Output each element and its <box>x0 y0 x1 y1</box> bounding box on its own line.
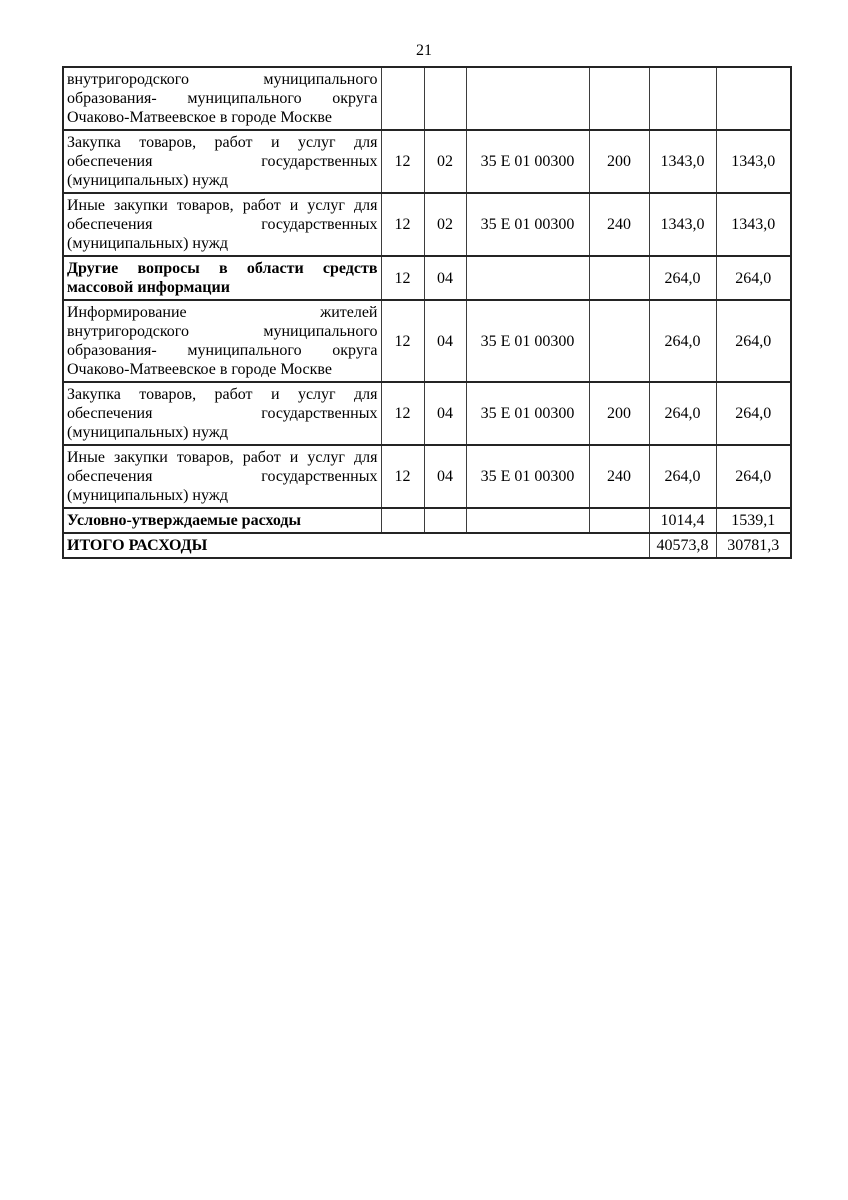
expense-name-line: обеспечения государственных <box>67 405 378 422</box>
amount-year1-cell: 1343,0 <box>649 193 716 256</box>
expense-name-cell <box>63 130 381 193</box>
podrazdel-cell: 04 <box>424 256 466 300</box>
expense-name-line: Иные закупки товаров, работ и услуг для <box>67 197 378 214</box>
podrazdel-cell: 02 <box>424 130 466 193</box>
amount-year2-cell: 264,0 <box>716 256 791 300</box>
table-row <box>63 508 791 533</box>
expense-name-line: Закупка товаров, работ и услуг для <box>67 386 378 403</box>
target-article-cell <box>466 67 589 130</box>
razdel-cell: 12 <box>381 193 424 256</box>
table-row <box>63 67 791 130</box>
expense-name-line: Очаково-Матвеевское в городе Москве <box>67 361 332 378</box>
expense-type-cell: 200 <box>589 130 649 193</box>
table-row <box>63 382 791 445</box>
expense-name-line: Очаково-Матвеевское в городе Москве <box>67 109 332 126</box>
razdel-cell: 12 <box>381 256 424 300</box>
amount-year1-cell: 1343,0 <box>649 130 716 193</box>
amount-year2-cell: 264,0 <box>716 445 791 508</box>
expense-name-line: (муниципальных) нужд <box>67 487 228 504</box>
amount-year2-cell: 1343,0 <box>716 193 791 256</box>
expense-name-cell <box>63 445 381 508</box>
amount-year1-cell: 264,0 <box>649 445 716 508</box>
podrazdel-cell <box>424 67 466 130</box>
amount-year2-cell <box>716 67 791 130</box>
expense-name-cell <box>63 533 649 558</box>
expense-type-cell: 200 <box>589 382 649 445</box>
expense-name-line: (муниципальных) нужд <box>67 235 228 252</box>
amount-year2-cell: 264,0 <box>716 300 791 382</box>
expense-name-line: массовой информации <box>67 279 230 296</box>
target-article-cell: 35 Е 01 00300 <box>466 193 589 256</box>
expense-type-cell <box>589 67 649 130</box>
target-article-cell: 35 Е 01 00300 <box>466 445 589 508</box>
podrazdel-cell: 04 <box>424 445 466 508</box>
expense-name-line: обеспечения государственных <box>67 468 378 485</box>
expense-name-line: обеспечения государственных <box>67 153 378 170</box>
amount-year1-cell: 1014,4 <box>649 508 716 533</box>
table-row <box>63 130 791 193</box>
razdel-cell: 12 <box>381 445 424 508</box>
amount-year1-cell: 264,0 <box>649 256 716 300</box>
podrazdel-cell: 02 <box>424 193 466 256</box>
amount-year1-cell: 264,0 <box>649 300 716 382</box>
podrazdel-cell: 04 <box>424 300 466 382</box>
amount-year1-cell: 264,0 <box>649 382 716 445</box>
table-row <box>63 445 791 508</box>
amount-year2-cell: 30781,3 <box>716 533 791 558</box>
target-article-cell <box>466 508 589 533</box>
razdel-cell: 12 <box>381 130 424 193</box>
expense-type-cell: 240 <box>589 445 649 508</box>
amount-year2-cell: 264,0 <box>716 382 791 445</box>
expense-name-line: ИТОГО РАСХОДЫ <box>67 537 208 554</box>
expense-name-cell <box>63 256 381 300</box>
target-article-cell: 35 Е 01 00300 <box>466 130 589 193</box>
expense-name-line: образования- муниципального округа <box>67 342 378 359</box>
amount-year2-cell: 1343,0 <box>716 130 791 193</box>
expense-name-line: образования- муниципального округа <box>67 90 378 107</box>
razdel-cell <box>381 67 424 130</box>
table-row <box>63 533 791 558</box>
expense-name-line: внутригородского муниципального <box>67 323 378 340</box>
expense-name-cell <box>63 382 381 445</box>
target-article-cell <box>466 256 589 300</box>
expense-name-cell <box>63 193 381 256</box>
expense-name-line: Условно-утверждаемые расходы <box>67 512 301 529</box>
amount-year1-cell: 40573,8 <box>649 533 716 558</box>
expense-type-cell: 240 <box>589 193 649 256</box>
expense-name-line: (муниципальных) нужд <box>67 424 228 441</box>
podrazdel-cell <box>424 508 466 533</box>
budget-table-body <box>63 67 791 558</box>
page-number: 21 <box>416 42 432 59</box>
expense-type-cell <box>589 508 649 533</box>
razdel-cell <box>381 508 424 533</box>
expense-type-cell <box>589 300 649 382</box>
amount-year1-cell <box>649 67 716 130</box>
expense-name-line: Закупка товаров, работ и услуг для <box>67 134 378 151</box>
table-row <box>63 193 791 256</box>
podrazdel-cell: 04 <box>424 382 466 445</box>
expense-name-line: (муниципальных) нужд <box>67 172 228 189</box>
amount-year2-cell: 1539,1 <box>716 508 791 533</box>
expense-name-line: внутригородского муниципального <box>67 71 378 88</box>
razdel-cell: 12 <box>381 300 424 382</box>
budget-expenditure-table <box>62 66 792 559</box>
target-article-cell: 35 Е 01 00300 <box>466 300 589 382</box>
expense-name-line: обеспечения государственных <box>67 216 378 233</box>
table-row <box>63 300 791 382</box>
expense-name-cell <box>63 508 381 533</box>
table-row <box>63 256 791 300</box>
expense-name-cell <box>63 300 381 382</box>
razdel-cell: 12 <box>381 382 424 445</box>
expense-name-line: Информирование жителей <box>67 304 378 321</box>
expense-name-cell <box>63 67 381 130</box>
target-article-cell: 35 Е 01 00300 <box>466 382 589 445</box>
expense-type-cell <box>589 256 649 300</box>
expense-name-line: Иные закупки товаров, работ и услуг для <box>67 449 378 466</box>
expense-name-line: Другие вопросы в области средств <box>67 260 378 277</box>
